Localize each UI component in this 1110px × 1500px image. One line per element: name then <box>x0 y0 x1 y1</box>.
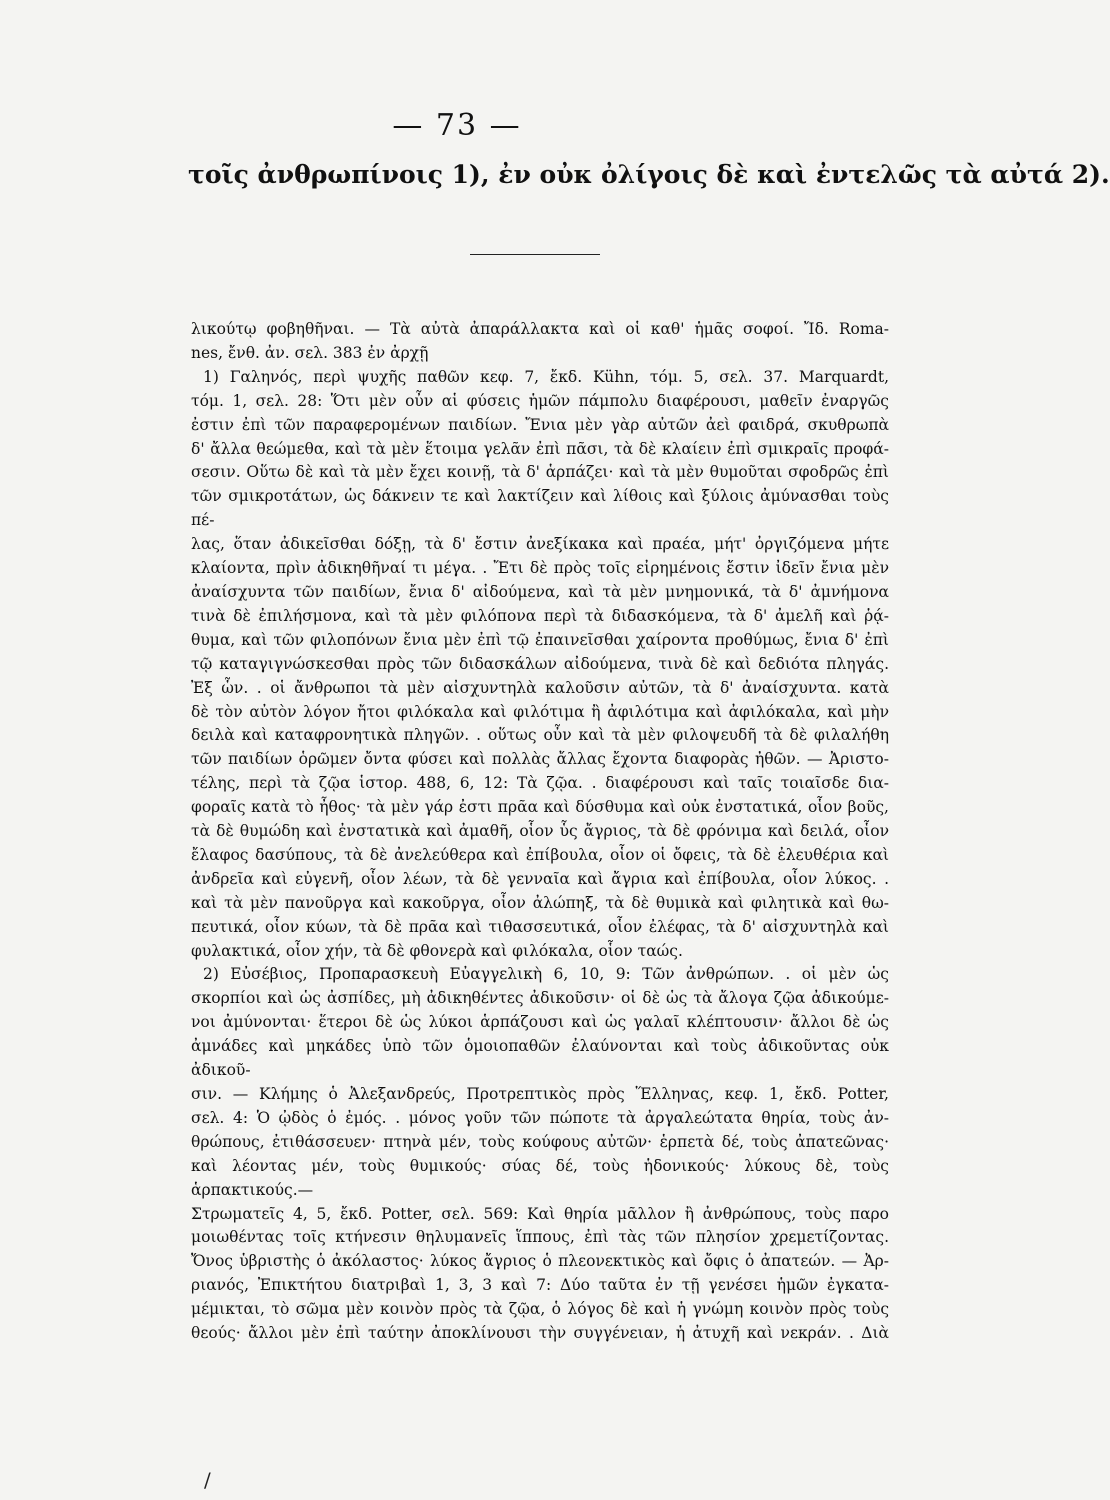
footnote-line: θεούς· ἄλλοι μὲν ἐπὶ ταύτην ἀποκλίνουσι τὴν συγγένειαν, ἡ ἀτυχῆ καὶ νεκράν. . Διὰ <box>191 1324 889 1343</box>
footnote-line: ἀναίσχυντα τῶν παιδίων, ἔνια δ' αἰδούμενα, καὶ τὰ μὲν μνημονικά, τὰ δ' ἀμνήμονα <box>191 582 889 601</box>
footnote-line: καὶ τὰ μὲν πανοῦργα καὶ κακοῦργα, οἷον ἀλώπηξ, τὰ δὲ θυμικὰ καὶ φιλητικὰ καὶ θω- <box>191 893 889 912</box>
footnote-line: κλαίοντα, πρὶν ἀδικηθῆναί τι μέγα. . Ἔτι δὲ πρὸς τοῖς εἰρημένοις ἔστιν ἰδεῖν ἔνια μὲν <box>191 559 889 578</box>
footnote-2-start: 2) Εὐσέβιος, Προπαρασκευὴ Εὐαγγελικὴ 6, 10, 9: Τῶν ἀνθρώπων. . οἱ μὲν ὡς <box>203 965 889 984</box>
footnote-line: τῶν παιδίων ὁρῶμεν ὄντα φύσει καὶ πολλὰς ἄλλας ἔχοντα διαφορὰς ἠθῶν. — Ἀριστο- <box>191 750 889 769</box>
footnote-line: τινὰ δὲ ἐπιλήσμονα, καὶ τὰ μὲν φιλόπονα περὶ τὰ διδασκόμενα, τὰ δ' ἀμελῆ καὶ ῥᾴ- <box>191 606 889 625</box>
footnote-line: ἔλαφος δασύπους, τὰ δὲ ἀνελεύθερα καὶ ἐπίβουλα, οἷον οἱ ὄφεις, τὰ δὲ ἐλευθέρια καὶ <box>191 845 889 864</box>
footnote-line: ἐστιν ἐπὶ τῶν παραφερομένων παιδίων. Ἔνια μὲν γὰρ αὐτῶν ἀεὶ φαιδρά, σκυθρωπὰ <box>191 415 889 434</box>
footnote-separator <box>470 254 600 255</box>
continuation-line: τοῖς ἀνθρωπίνοις 1), ἐν οὐκ ὀλίγοις δὲ καὶ ἐντελῶς τὰ αὐτά 2). <box>188 160 1110 189</box>
footnote-line: φοραῖς κατὰ τὸ ἦθος· τὰ μὲν γάρ ἐστι πρᾶα καὶ δύσθυμα καὶ οὐκ ἐνστατικά, οἷον βοῦς, <box>191 798 889 817</box>
footnote-line: θρώπους, ἐτιθάσσευεν· πτηνὰ μέν, τοὺς κούφους αὐτῶν· ἑρπετὰ δέ, τοὺς ἀπατεῶνας· <box>191 1132 889 1151</box>
footnote-line: λικούτῳ φοβηθῆναι. — Τὰ αὐτὰ ἀπαράλλακτα καὶ οἱ καθ' ἡμᾶς σοφοί. Ἴδ. Roma- <box>191 320 889 338</box>
footnote-line: μέμικται, τὸ σῶμα μὲν κοινὸν πρὸς τὰ ζῷα, ὁ λόγος δὲ καὶ ἡ γνώμη κοινὸν πρὸς τοὺς <box>191 1300 889 1319</box>
stray-ink-mark: / <box>204 1468 211 1492</box>
footnote-line: Ἐξ ὧν. . οἱ ἄνθρωποι τὰ μὲν αἰσχυντηλὰ καλοῦσιν αὐτῶν, τὰ δ' ἀναίσχυντα. κατὰ <box>191 678 889 697</box>
footnote-line: δειλὰ καὶ καταφρονητικὰ πληγῶν. . οὕτως οὖν καὶ τὰ μὲν φιλοψευδῆ τὰ δὲ φιλαλήθη <box>191 726 889 745</box>
footnote-line: δὲ τὸν αὐτὸν λόγον ἤτοι φιλόκαλα καὶ φιλότιμα ἢ ἀφιλότιμα καὶ ἀφιλόκαλα, καὶ μὴν <box>191 702 889 721</box>
footnote-line: σεσιν. Οὕτω δὲ καὶ τὰ μὲν ἔχει κοινῇ, τὰ δ' ἁρπάζει· καὶ τὰ μὲν θυμοῦται σφοδρῶς ἐπὶ <box>191 463 889 482</box>
footnote-line: σκορπίοι καὶ ὡς ἀσπίδες, μὴ ἀδικηθέντες ἀδικοῦσιν· οἱ δὲ ὡς τὰ ἄλογα ζῷα ἀδικούμε- <box>191 989 889 1008</box>
footnotes-block <box>191 318 889 1346</box>
footnote-1-start: 1) Γαληνός, περὶ ψυχῆς παθῶν κεφ. 7, ἔκδ. Kühn, τόμ. 5, σελ. 37. Marquardt, <box>203 367 889 386</box>
footnote-line: νοι ἀμύνονται· ἕτεροι δὲ ὡς λύκοι ἁρπάζουσι καὶ ὡς γαλαῖ κλέπτουσιν· ἄλλοι δὲ ὡς <box>191 1013 889 1032</box>
footnote-line: nes, ἔνθ. ἀν. σελ. 383 ἐν ἀρχῇ <box>191 343 429 362</box>
footnote-line: Ὄνος ὑβριστὴς ὁ ἀκόλαστος· λύκος ἄγριος ὁ πλεονεκτικὸς καὶ ὄφις ὁ ἀπατεών. — Ἀρ- <box>191 1252 889 1271</box>
footnote-line: τέλης, περὶ τὰ ζῷα ἱστορ. 488, 6, 12: Τὰ ζῷα. . διαφέρουσι καὶ ταῖς τοιαῖσδε δια- <box>191 774 889 793</box>
footnote-line: σιν. — Κλήμης ὁ Ἀλεξανδρεύς, Προτρεπτικὸς πρὸς Ἕλληνας, κεφ. 1, ἔκδ. Potter, <box>191 1085 889 1103</box>
footnote-line: φυλακτικά, οἷον χήν, τὰ δὲ φθονερὰ καὶ φιλόκαλα, οἷον ταώς. <box>191 941 683 960</box>
footnote-line: μοιωθέντας τοῖς κτήνεσιν θηλυμανεῖς ἵππους, ἐπὶ τὰς τῶν πλησίον χρεμετίζοντας. <box>191 1228 889 1247</box>
footnote-line: ριανός, Ἐπικτήτου διατριβαὶ 1, 3, 3 καὶ 7: Δύο ταῦτα ἐν τῇ γενέσει ἡμῶν ἐγκατα- <box>191 1276 889 1295</box>
footnote-line: λας, ὅταν ἀδικεῖσθαι δόξῃ, τὰ δ' ἔστιν ἀνεξίκακα καὶ πραέα, μήτ' ὀργιζόμενα μήτε <box>191 535 889 554</box>
footnote-line: σελ. 4: Ὁ ᾠδὸς ὁ ἐμός. . μόνος γοῦν τῶν πώποτε τὰ ἀργαλεώτατα θηρία, τοὺς ἀν- <box>191 1108 889 1127</box>
footnote-line: τόμ. 1, σελ. 28: Ὅτι μὲν οὖν αἱ φύσεις ἡμῶν πάμπολυ διαφέρουσι, μαθεῖν ἐναργῶς <box>191 391 889 410</box>
footnote-line: τὰ δὲ θυμώδη καὶ ἐνστατικὰ καὶ ἀμαθῆ, οἷον ὗς ἄγριος, τὰ δὲ φρόνιμα καὶ δειλά, οἷον <box>191 822 889 841</box>
footnote-line: ἀμνάδες καὶ μηκάδες ὑπὸ τῶν ὁμοιοπαθῶν ἐλαύνονται καὶ τοὺς ἀδικοῦντας οὐκ ἀδικοῦ- <box>191 1037 889 1080</box>
footnote-line: Στρωματεῖς 4, 5, ἔκδ. Potter, σελ. 569: Καὶ θηρία μᾶλλον ἢ ἀνθρώπους, τοὺς παρο <box>191 1204 889 1223</box>
footnote-line: καὶ λέοντας μέν, τοὺς θυμικούς· σύας δέ, τοὺς ἡδονικούς· λύκους δὲ, τοὺς ἁρπακτικούς.— <box>191 1156 889 1199</box>
footnote-line: θυμα, καὶ τῶν φιλοπόνων ἔνια μὲν ἐπὶ τῷ ἐπαινεῖσθαι χαίροντα προθύμως, ἔνια δ' ἐπὶ <box>191 630 889 649</box>
footnote-line: τῶν σμικροτάτων, ὡς δάκνειν τε καὶ λακτίζειν καὶ λίθοις καὶ ξύλοις ἀμύνασθαι τοὺς πέ- <box>191 487 889 530</box>
footnote-line: πευτικά, οἷον κύων, τὰ δὲ πρᾶα καὶ τιθασσευτικά, οἷον ἐλέφας, τὰ δ' αἰσχυντηλὰ καὶ <box>191 917 889 936</box>
footnote-line: τῷ καταγιγνώσκεσθαι πρὸς τῶν διδασκάλων αἰδούμενα, τινὰ δὲ καὶ δεδιότα πληγάς. <box>191 654 889 673</box>
page-number: — 73 — <box>392 108 522 143</box>
footnote-line: ἀνδρεῖα καὶ εὐγενῆ, οἷον λέων, τὰ δὲ γενναῖα καὶ ἄγρια καὶ ἐπίβουλα, οἷον λύκος. . <box>191 869 889 888</box>
footnote-line: δ' ἄλλα θεώμεθα, καὶ τὰ μὲν ἕτοιμα γελᾶν ἐπὶ πᾶσι, τὰ δὲ κλαίειν ἐπὶ σμικραῖς προφά- <box>191 439 889 458</box>
